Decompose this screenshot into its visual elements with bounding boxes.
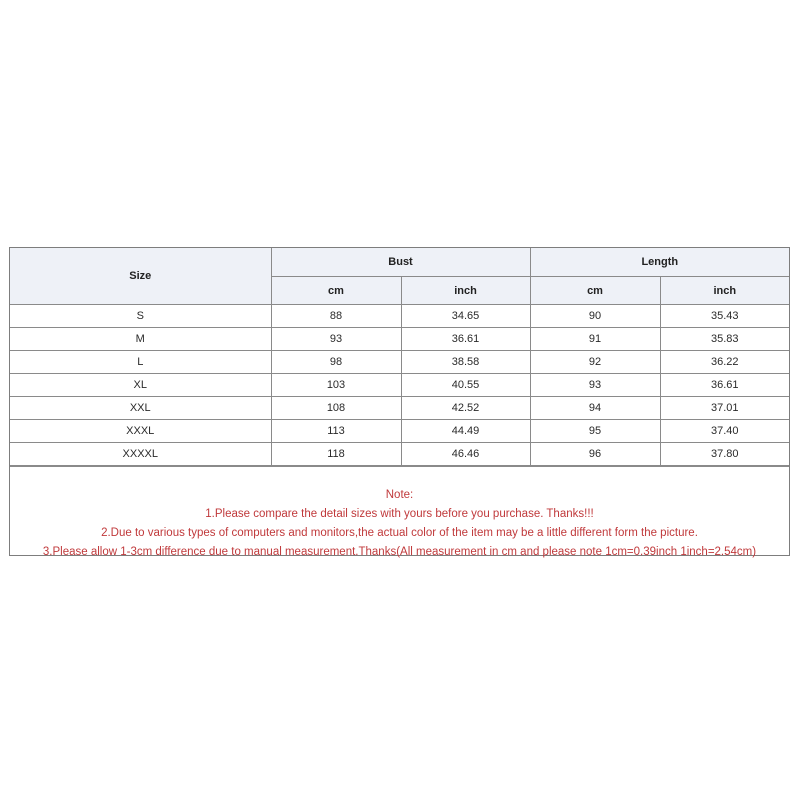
size-cell: XXL	[10, 397, 271, 420]
size-cell: XXXL	[10, 420, 271, 443]
size-chart	[9, 247, 790, 556]
length-cm-cell: 96	[530, 443, 660, 466]
bust-cm-cell: 88	[271, 305, 401, 328]
length-cm-header: cm	[530, 277, 660, 305]
size-cell: S	[10, 305, 271, 328]
bust-inch-cell: 34.65	[401, 305, 530, 328]
size-header: Size	[10, 248, 271, 305]
length-inch-cell: 37.40	[660, 420, 789, 443]
table-row	[10, 397, 789, 420]
length-cm-cell: 91	[530, 328, 660, 351]
table-row	[10, 351, 789, 374]
notes-section	[10, 466, 789, 558]
size-cell: L	[10, 351, 271, 374]
length-cm-cell: 90	[530, 305, 660, 328]
size-cell: XXXXL	[10, 443, 271, 466]
length-inch-cell: 36.22	[660, 351, 789, 374]
bust-cm-cell: 103	[271, 374, 401, 397]
table-row	[10, 443, 789, 466]
size-cell: M	[10, 328, 271, 351]
length-inch-cell: 37.01	[660, 397, 789, 420]
size-cell: XL	[10, 374, 271, 397]
bust-inch-cell: 38.58	[401, 351, 530, 374]
bust-cm-cell: 108	[271, 397, 401, 420]
bust-inch-cell: 44.49	[401, 420, 530, 443]
length-cm-cell: 95	[530, 420, 660, 443]
length-inch-cell: 36.61	[660, 374, 789, 397]
header-row	[10, 248, 789, 277]
bust-cm-cell: 113	[271, 420, 401, 443]
bust-inch-header: inch	[401, 277, 530, 305]
bust-cm-cell: 98	[271, 351, 401, 374]
table-row	[10, 374, 789, 397]
length-inch-cell: 37.80	[660, 443, 789, 466]
bust-header: Bust	[271, 248, 530, 277]
size-table	[10, 248, 789, 466]
bust-inch-cell: 36.61	[401, 328, 530, 351]
bust-cm-cell: 118	[271, 443, 401, 466]
table-row	[10, 328, 789, 351]
length-cm-cell: 93	[530, 374, 660, 397]
length-cm-cell: 94	[530, 397, 660, 420]
length-inch-header: inch	[660, 277, 789, 305]
bust-inch-cell: 40.55	[401, 374, 530, 397]
bust-cm-header: cm	[271, 277, 401, 305]
note-title: Note:	[385, 489, 414, 501]
length-cm-cell: 92	[530, 351, 660, 374]
table-row	[10, 420, 789, 443]
note-line-3: 3.Please allow 1-3cm difference due to manual measurement.Thanks(All measurement in cm and please note 1cm=0.39inch 1inch=2.54cm)	[42, 546, 757, 558]
note-line-2: 2.Due to various types of computers and monitors,the actual color of the item may be a little different form the picture.	[101, 527, 698, 539]
bust-inch-cell: 46.46	[401, 443, 530, 466]
bust-inch-cell: 42.52	[401, 397, 530, 420]
bust-cm-cell: 93	[271, 328, 401, 351]
length-inch-cell: 35.43	[660, 305, 789, 328]
table-row	[10, 305, 789, 328]
length-inch-cell: 35.83	[660, 328, 789, 351]
length-header: Length	[530, 248, 789, 277]
note-line-1: 1.Please compare the detail sizes with yours before you purchase. Thanks!!!	[205, 508, 594, 520]
